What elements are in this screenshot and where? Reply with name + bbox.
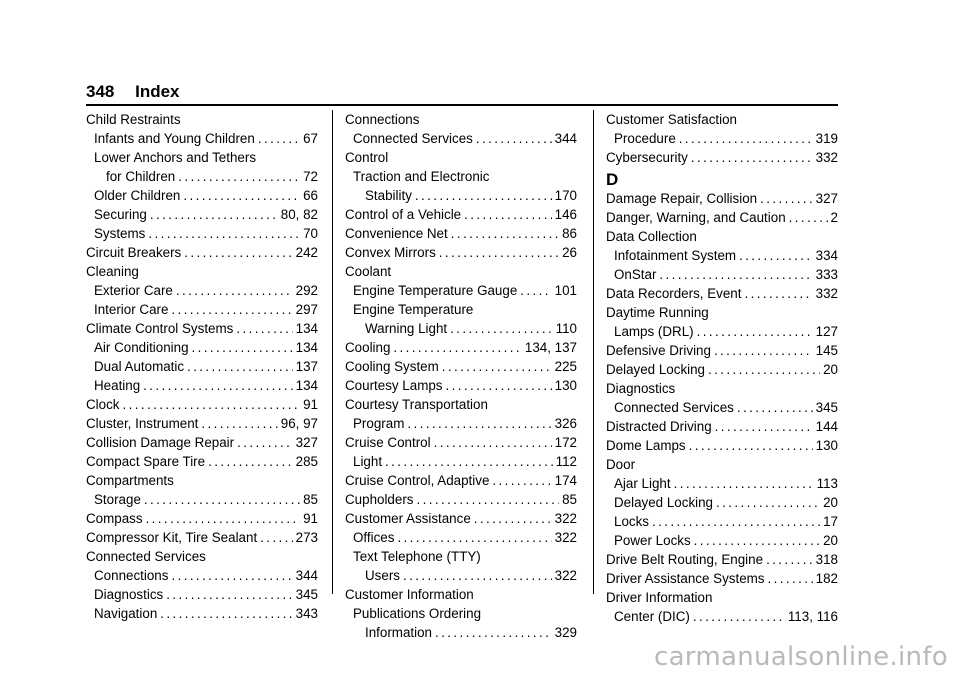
page-reference: 26 — [562, 245, 577, 260]
page-reference: 137 — [295, 359, 318, 374]
index-entry — [86, 281, 318, 300]
index-term: Exterior Care — [94, 283, 173, 298]
page-reference: 101 — [554, 283, 577, 298]
page-reference: 172 — [554, 435, 577, 450]
index-entry — [345, 319, 577, 338]
index-term: Delayed Locking — [614, 495, 714, 510]
index-entry — [86, 566, 318, 585]
dot-leader — [146, 509, 301, 528]
page-reference: 146 — [554, 207, 577, 222]
index-entry — [606, 588, 838, 607]
dot-leader — [143, 376, 293, 395]
page-reference: 72 — [303, 169, 318, 184]
index-term: Data Collection — [606, 229, 697, 244]
dot-leader — [446, 376, 552, 395]
page-reference: 344 — [295, 568, 318, 583]
column-divider — [593, 110, 594, 594]
page-reference: 134 — [295, 340, 318, 355]
index-term: Cupholders — [345, 492, 414, 507]
index-entry — [86, 110, 318, 129]
index-term: Daytime Running — [606, 305, 709, 320]
index-term: Cooling System — [345, 359, 439, 374]
dot-leader — [171, 566, 292, 585]
index-term: Cybersecurity — [606, 150, 688, 165]
page-reference: 80, 82 — [280, 207, 318, 222]
index-entry — [345, 395, 577, 414]
index-entry — [345, 414, 577, 433]
index-entry — [606, 379, 838, 398]
index-entry — [345, 471, 577, 490]
index-term: Diagnostics — [94, 587, 164, 602]
dot-leader — [739, 246, 813, 265]
dot-leader — [415, 186, 552, 205]
index-term: Control — [345, 150, 389, 165]
index-entry — [606, 208, 838, 227]
dot-leader — [652, 512, 820, 531]
index-term: Cruise Control — [345, 435, 431, 450]
page-reference: 2 — [830, 210, 838, 225]
index-entry — [606, 493, 838, 512]
dot-leader — [236, 319, 292, 338]
index-term: Diagnostics — [606, 381, 676, 396]
index-entry — [345, 357, 577, 376]
index-term: Drive Belt Routing, Engine — [606, 552, 764, 567]
index-term: Compass — [86, 511, 143, 526]
dot-leader — [144, 490, 300, 509]
index-term: Heating — [94, 378, 141, 393]
page-reference: 322 — [554, 511, 577, 526]
dot-leader — [694, 531, 820, 550]
dot-leader — [451, 224, 559, 243]
index-term: Distracted Driving — [606, 419, 712, 434]
index-term: Connections — [345, 112, 420, 127]
page-reference: 20 — [823, 362, 838, 377]
index-term: Circuit Breakers — [86, 245, 182, 260]
index-term: Infotainment System — [614, 248, 737, 263]
index-term: Users — [365, 568, 400, 583]
index-term: Systems — [94, 226, 146, 241]
index-entry — [606, 550, 838, 569]
index-term: Courtesy Lamps — [345, 378, 443, 393]
index-term: Door — [606, 457, 636, 472]
index-term: Traction and Electronic — [353, 169, 490, 184]
index-entry — [606, 607, 838, 626]
index-entry — [345, 129, 577, 148]
page-reference: 242 — [295, 245, 318, 260]
index-term: Compact Spare Tire — [86, 454, 206, 469]
index-entry — [86, 129, 318, 148]
dot-leader — [403, 566, 552, 585]
index-entry — [86, 452, 318, 471]
index-entry — [606, 246, 838, 265]
index-entry — [345, 452, 577, 471]
page-header — [86, 82, 180, 102]
index-term: Coolant — [345, 264, 392, 279]
dot-leader — [674, 474, 814, 493]
index-entry — [86, 471, 318, 490]
index-term: Compartments — [86, 473, 174, 488]
index-column-2 — [345, 110, 577, 642]
dot-leader — [492, 471, 551, 490]
index-entry — [606, 341, 838, 360]
dot-leader — [768, 569, 813, 588]
page-reference: 17 — [823, 514, 838, 529]
dot-leader — [393, 338, 521, 357]
page-reference: 144 — [815, 419, 838, 434]
dot-leader — [679, 129, 813, 148]
index-term: Connected Services — [353, 131, 473, 146]
dot-leader — [385, 452, 553, 471]
dot-leader — [187, 357, 293, 376]
index-entry — [606, 189, 838, 208]
index-entry — [606, 360, 838, 379]
page-reference: 145 — [815, 343, 838, 358]
index-term: Procedure — [614, 131, 676, 146]
index-entry — [345, 167, 577, 186]
index-term: Damage Repair, Collision — [606, 191, 758, 206]
dot-leader — [192, 338, 293, 357]
dot-leader — [520, 281, 551, 300]
index-entry — [345, 604, 577, 623]
page-reference: 134 — [295, 321, 318, 336]
index-entry — [606, 265, 838, 284]
index-entry — [345, 224, 577, 243]
index-entry — [86, 338, 318, 357]
index-entry — [86, 319, 318, 338]
dot-leader — [150, 205, 278, 224]
index-entry — [345, 205, 577, 224]
index-entry — [86, 167, 318, 186]
index-term: Lamps (DRL) — [614, 324, 694, 339]
index-entry — [86, 509, 318, 528]
index-term: Stability — [365, 188, 412, 203]
index-entry — [606, 455, 838, 474]
dot-leader — [760, 189, 813, 208]
page-reference: 292 — [295, 283, 318, 298]
header-rule — [86, 104, 838, 106]
page-reference: 96, 97 — [280, 416, 318, 431]
index-entry — [345, 281, 577, 300]
index-entry — [86, 433, 318, 452]
dot-leader — [766, 550, 813, 569]
page-reference: 110 — [555, 321, 577, 336]
page-reference: 113 — [816, 476, 838, 491]
page-reference: 134 — [295, 378, 318, 393]
dot-leader — [439, 243, 559, 262]
index-term: Dual Automatic — [94, 359, 185, 374]
index-term: Climate Control Systems — [86, 321, 234, 336]
index-term: Cluster, Instrument — [86, 416, 199, 431]
index-term: Navigation — [94, 606, 158, 621]
index-term: Driver Information — [606, 590, 713, 605]
page-reference: 318 — [815, 552, 838, 567]
dot-leader — [166, 585, 292, 604]
dot-leader — [659, 265, 812, 284]
index-entry — [86, 585, 318, 604]
index-term: Control of a Vehicle — [345, 207, 462, 222]
index-term: Information — [365, 625, 432, 640]
index-entry — [86, 604, 318, 623]
index-term: Connected Services — [86, 549, 206, 564]
index-entry — [606, 417, 838, 436]
column-divider — [332, 110, 333, 594]
index-term: Collision Damage Repair — [86, 435, 235, 450]
page-reference: 327 — [815, 191, 838, 206]
page-reference: 285 — [295, 454, 318, 469]
page-reference: 333 — [815, 267, 838, 282]
page-reference: 345 — [295, 587, 318, 602]
index-entry — [345, 300, 577, 319]
dot-leader — [407, 414, 551, 433]
index-entry — [606, 148, 838, 167]
index-entry — [86, 414, 318, 433]
index-entry — [345, 376, 577, 395]
page-reference: 85 — [562, 492, 577, 507]
index-term: Customer Information — [345, 587, 474, 602]
index-entry — [606, 531, 838, 550]
dot-leader — [716, 493, 820, 512]
dot-leader — [176, 281, 293, 300]
index-term: Locks — [614, 514, 649, 529]
index-term: Offices — [353, 530, 395, 545]
index-term: Customer Satisfaction — [606, 112, 737, 127]
dot-leader — [708, 360, 820, 379]
page-reference: 130 — [554, 378, 577, 393]
dot-leader — [237, 433, 293, 452]
page-reference: 345 — [815, 400, 838, 415]
dot-leader — [208, 452, 293, 471]
dot-leader — [258, 129, 300, 148]
dot-leader — [260, 528, 292, 547]
index-column-3 — [606, 110, 838, 626]
index-entry — [86, 376, 318, 395]
index-term: Text Telephone (TTY) — [353, 549, 481, 564]
page-reference: 322 — [554, 530, 577, 545]
dot-leader — [714, 341, 813, 360]
dot-leader — [697, 322, 813, 341]
page-reference: 174 — [554, 473, 577, 488]
index-entry — [86, 148, 318, 167]
dot-leader — [201, 414, 277, 433]
dot-leader — [691, 148, 813, 167]
index-entry — [86, 205, 318, 224]
index-term: Connected Services — [614, 400, 734, 415]
page-reference: 86 — [562, 226, 577, 241]
index-entry — [345, 110, 577, 129]
dot-leader — [464, 205, 552, 224]
index-term: Compressor Kit, Tire Sealant — [86, 530, 258, 545]
index-entry — [345, 148, 577, 167]
dot-leader — [442, 357, 552, 376]
page-reference: 127 — [815, 324, 838, 339]
page-reference: 225 — [554, 359, 577, 374]
index-term: Lower Anchors and Tethers — [94, 150, 257, 165]
index-entry — [606, 227, 838, 246]
dot-leader — [416, 490, 559, 509]
index-entry — [345, 186, 577, 205]
index-entry — [345, 338, 577, 357]
index-term: Older Children — [94, 188, 181, 203]
dot-leader — [693, 607, 785, 626]
index-entry — [86, 300, 318, 319]
dot-leader — [689, 436, 813, 455]
index-entry — [606, 322, 838, 341]
page-reference: 319 — [815, 131, 838, 146]
index-term: Air Conditioning — [94, 340, 189, 355]
index-term: Cruise Control, Adaptive — [345, 473, 490, 488]
index-term: Convenience Net — [345, 226, 448, 241]
index-entry — [606, 512, 838, 531]
index-term: Ajar Light — [614, 476, 671, 491]
page-reference: 182 — [815, 571, 838, 586]
page-reference: 322 — [554, 568, 577, 583]
dot-leader — [715, 417, 813, 436]
page-reference: 332 — [815, 150, 838, 165]
index-entry — [606, 474, 838, 493]
page-reference: 113, 116 — [787, 609, 838, 624]
page-reference: 344 — [554, 131, 577, 146]
index-term: Courtesy Transportation — [345, 397, 488, 412]
page-reference: 20 — [823, 533, 838, 548]
page-reference: 20 — [823, 495, 838, 510]
index-term: Connections — [94, 568, 169, 583]
index-term: Center (DIC) — [614, 609, 690, 624]
index-term: Infants and Young Children — [94, 131, 255, 146]
index-entry — [345, 528, 577, 547]
page-reference: 85 — [303, 492, 318, 507]
index-entry — [86, 224, 318, 243]
dot-leader — [171, 300, 292, 319]
index-entry — [345, 566, 577, 585]
dot-leader — [122, 395, 300, 414]
index-term: Convex Mirrors — [345, 245, 436, 260]
page-reference: 67 — [303, 131, 318, 146]
index-entry — [86, 395, 318, 414]
index-term: Storage — [94, 492, 141, 507]
dot-leader — [474, 509, 552, 528]
index-term: Light — [353, 454, 383, 469]
dot-leader — [435, 623, 552, 642]
index-term: Cleaning — [86, 264, 139, 279]
index-term: Delayed Locking — [606, 362, 706, 377]
page-reference: 66 — [303, 188, 318, 203]
watermark: carmanualsonline.info — [653, 642, 948, 672]
dot-leader — [476, 129, 552, 148]
dot-leader — [148, 224, 300, 243]
index-term: Dome Lamps — [606, 438, 686, 453]
index-term: Defensive Driving — [606, 343, 711, 358]
index-entry — [606, 129, 838, 148]
page-reference: 70 — [303, 226, 318, 241]
index-term: Power Locks — [614, 533, 691, 548]
index-entry — [345, 243, 577, 262]
index-entry — [86, 243, 318, 262]
dot-leader — [184, 243, 292, 262]
page-reference: 112 — [555, 454, 577, 469]
dot-leader — [789, 208, 828, 227]
index-entry — [345, 585, 577, 604]
index-entry — [606, 303, 838, 322]
page-reference: 273 — [295, 530, 318, 545]
index-term: for Children — [106, 169, 176, 184]
page-title: Index — [135, 82, 180, 101]
page-reference: 327 — [295, 435, 318, 450]
index-entry — [345, 623, 577, 642]
page-reference: 329 — [554, 625, 577, 640]
index-entry — [86, 547, 318, 566]
page-reference: 343 — [295, 606, 318, 621]
index-column-1 — [86, 110, 318, 623]
index-term: Clock — [86, 397, 120, 412]
index-entry — [86, 357, 318, 376]
index-entry — [345, 509, 577, 528]
page-reference: 134, 137 — [524, 340, 577, 355]
index-term: Warning Light — [365, 321, 448, 336]
index-term: Data Recorders, Event — [606, 286, 742, 301]
index-entry — [86, 186, 318, 205]
index-entry — [345, 433, 577, 452]
index-term: Cooling — [345, 340, 391, 355]
index-term: Engine Temperature Gauge — [353, 283, 518, 298]
index-entry — [345, 262, 577, 281]
page-reference: 297 — [295, 302, 318, 317]
page-reference: 130 — [815, 438, 838, 453]
index-entry — [606, 398, 838, 417]
index-entry — [606, 284, 838, 303]
index-entry — [86, 490, 318, 509]
index-term: OnStar — [614, 267, 657, 282]
index-term: Danger, Warning, and Caution — [606, 210, 786, 225]
dot-leader — [744, 284, 812, 303]
index-term: Customer Assistance — [345, 511, 471, 526]
dot-leader — [737, 398, 813, 417]
index-term: Engine Temperature — [353, 302, 474, 317]
index-entry — [345, 547, 577, 566]
index-term: Program — [353, 416, 405, 431]
page-reference: 334 — [815, 248, 838, 263]
dot-leader — [450, 319, 553, 338]
page-reference: 91 — [303, 511, 318, 526]
index-term: Driver Assistance Systems — [606, 571, 765, 586]
index-entry — [606, 110, 838, 129]
index-term: Publications Ordering — [353, 606, 482, 621]
dot-leader — [434, 433, 552, 452]
page-reference: 91 — [303, 397, 318, 412]
page-reference: 332 — [815, 286, 838, 301]
index-term: Child Restraints — [86, 112, 181, 127]
dot-leader — [183, 186, 300, 205]
page-reference: 170 — [554, 188, 577, 203]
index-entry — [606, 436, 838, 455]
index-entry — [606, 569, 838, 588]
dot-leader — [160, 604, 292, 623]
index-term: Interior Care — [94, 302, 169, 317]
page-reference: 326 — [554, 416, 577, 431]
index-entry — [86, 528, 318, 547]
index-term: Securing — [94, 207, 147, 222]
index-entry — [345, 490, 577, 509]
dot-leader — [397, 528, 551, 547]
index-entry — [86, 262, 318, 281]
dot-leader — [178, 167, 300, 186]
index-letter-heading: D — [606, 170, 619, 189]
page-number: 348 — [86, 82, 115, 101]
